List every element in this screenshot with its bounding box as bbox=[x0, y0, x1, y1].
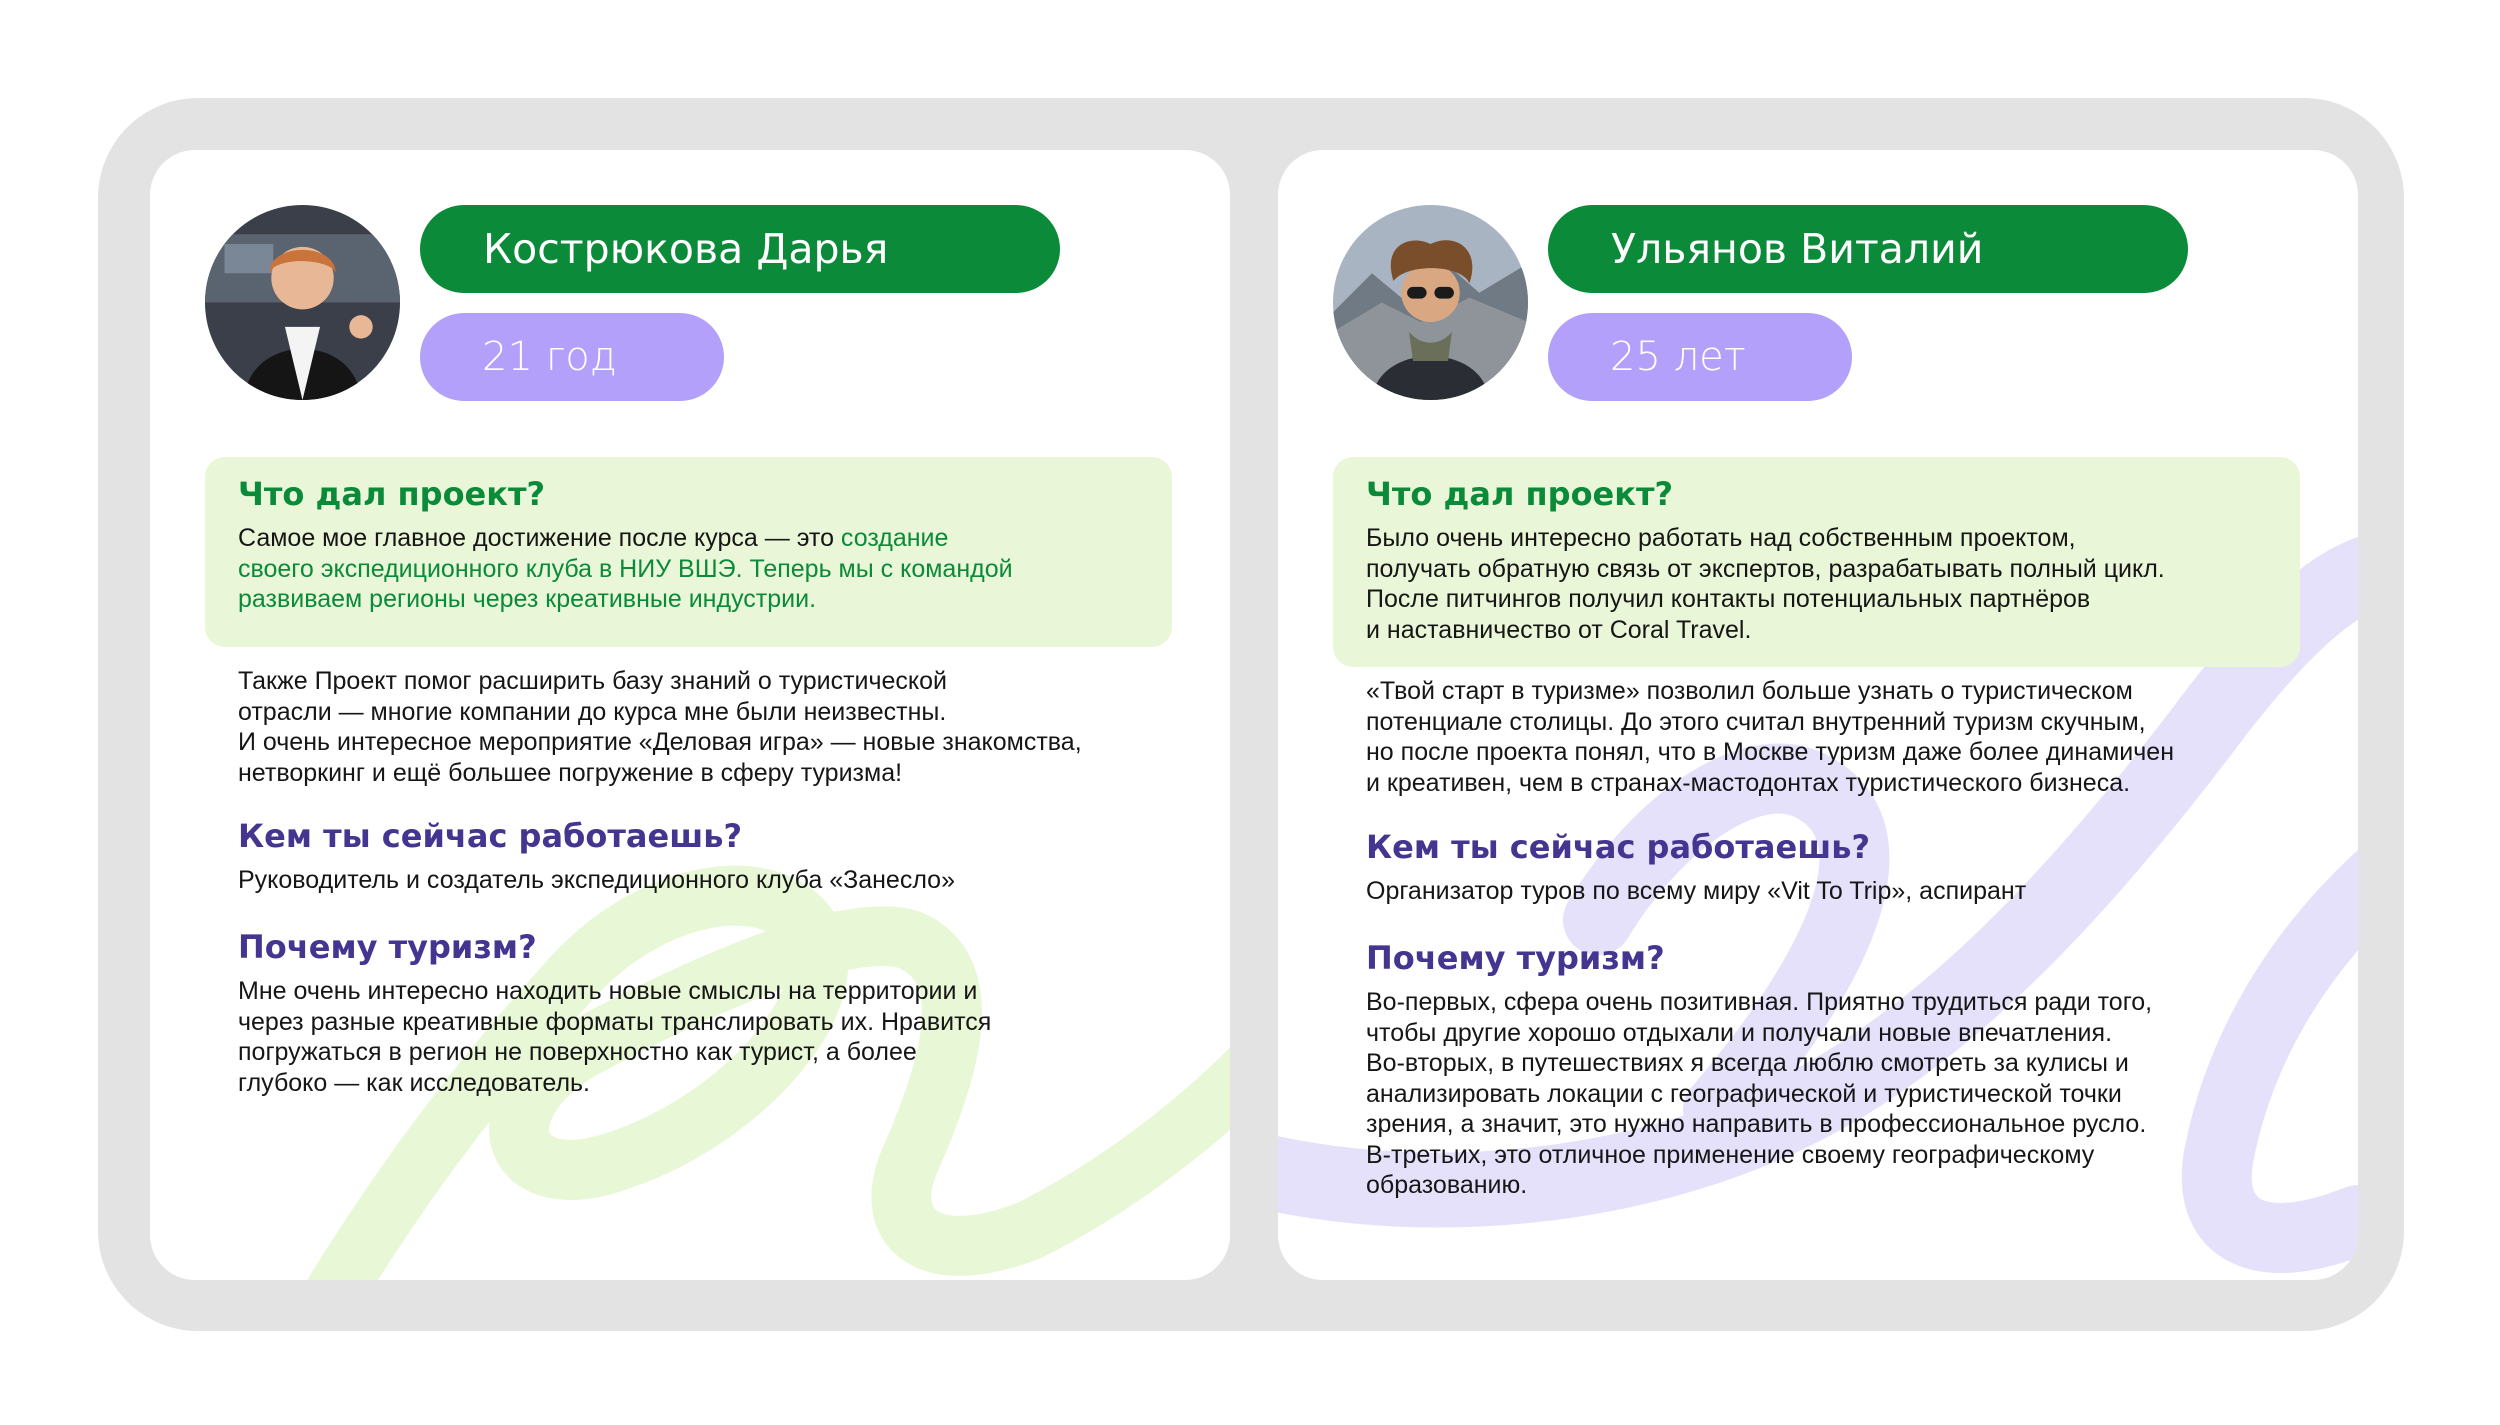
question-heading: Кем ты сейчас работаешь? bbox=[1366, 828, 1870, 866]
person-photo-icon bbox=[205, 205, 400, 400]
avatar-ulyanov bbox=[1333, 205, 1528, 400]
name-badge: Кострюкова Дарья bbox=[420, 205, 1060, 293]
profile-card-kostryukova bbox=[150, 150, 1230, 1280]
project-result-box bbox=[205, 457, 1172, 647]
section-why-tourism bbox=[238, 928, 1178, 1098]
person-photo-icon bbox=[1333, 205, 1528, 400]
answer-highlight: создание своего экспедиционного клуба в НИУ ВШЭ. Теперь мы с командой развиваем регионы через креативные индустрии. bbox=[238, 524, 1013, 613]
section-job bbox=[238, 817, 1178, 896]
question-heading: Что дал проект? bbox=[238, 475, 546, 513]
avatar-kostryukova bbox=[205, 205, 400, 400]
name-badge: Ульянов Виталий bbox=[1548, 205, 2188, 293]
project-result-box bbox=[1333, 457, 2300, 667]
question-heading: Что дал проект? bbox=[1366, 475, 1674, 513]
section-why-tourism bbox=[1366, 939, 2306, 1201]
profile-card-ulyanov bbox=[1278, 150, 2358, 1280]
answer-text: Мне очень интересно находить новые смыслы на территории и через разные креативные форматы транслировать их. Нравится погружаться в регион не поверхностно как турист, а более глубоко — как исследователь. bbox=[238, 977, 992, 1097]
age-badge: 21 год bbox=[420, 313, 724, 401]
additional-text: «Твой старт в туризме» позволил больше узнать о туристическом потенциале столицы. До этого считал внутренний туризм скучным, но после проекта понял, что в Москве туризм даже более динамичен и креативен, чем в странах-мастодонтах туристического бизнеса. bbox=[1366, 677, 2174, 797]
answer-text: Организатор туров по всему миру «Vit To Trip», аспирант bbox=[1366, 877, 2027, 905]
answer-text bbox=[238, 523, 1139, 615]
question-heading: Кем ты сейчас работаешь? bbox=[238, 817, 742, 855]
age-badge: 25 лет bbox=[1548, 313, 1852, 401]
additional-text: Также Проект помог расширить базу знаний о туристической отрасли — многие компании до курса мне были неизвестны. И очень интересное мероприятие «Деловая игра» — новые знакомства, нетворкинг и ещё большее погружение в сферу туризма! bbox=[238, 667, 1082, 787]
answer-text: Во-первых, сфера очень позитивная. Приятно трудиться ради того, чтобы другие хорошо отдыхали и получали новые впечатления. Во-вторых, в путешествиях я всегда люблю смотреть за кулисы и анализировать локации с географической и туристической точки зрения, а значит, это нужно направить в профессиональное русло. В-третьих, это отличное применение своему географическому образованию. bbox=[1366, 988, 2153, 1199]
question-heading: Почему туризм? bbox=[1366, 939, 1665, 977]
section-job bbox=[1366, 828, 2306, 907]
answer-text: Было очень интересно работать над собственным проектом, получать обратную связь от экспертов, разрабатывать полный цикл. После питчингов получил контакты потенциальных партнёров и наставничество от Coral Travel. bbox=[1366, 524, 2165, 644]
question-heading: Почему туризм? bbox=[238, 928, 537, 966]
answer-plain: Самое мое главное достижение после курса — это bbox=[238, 524, 841, 552]
answer-text: Руководитель и создатель экспедиционного клуба «Занесло» bbox=[238, 866, 955, 894]
